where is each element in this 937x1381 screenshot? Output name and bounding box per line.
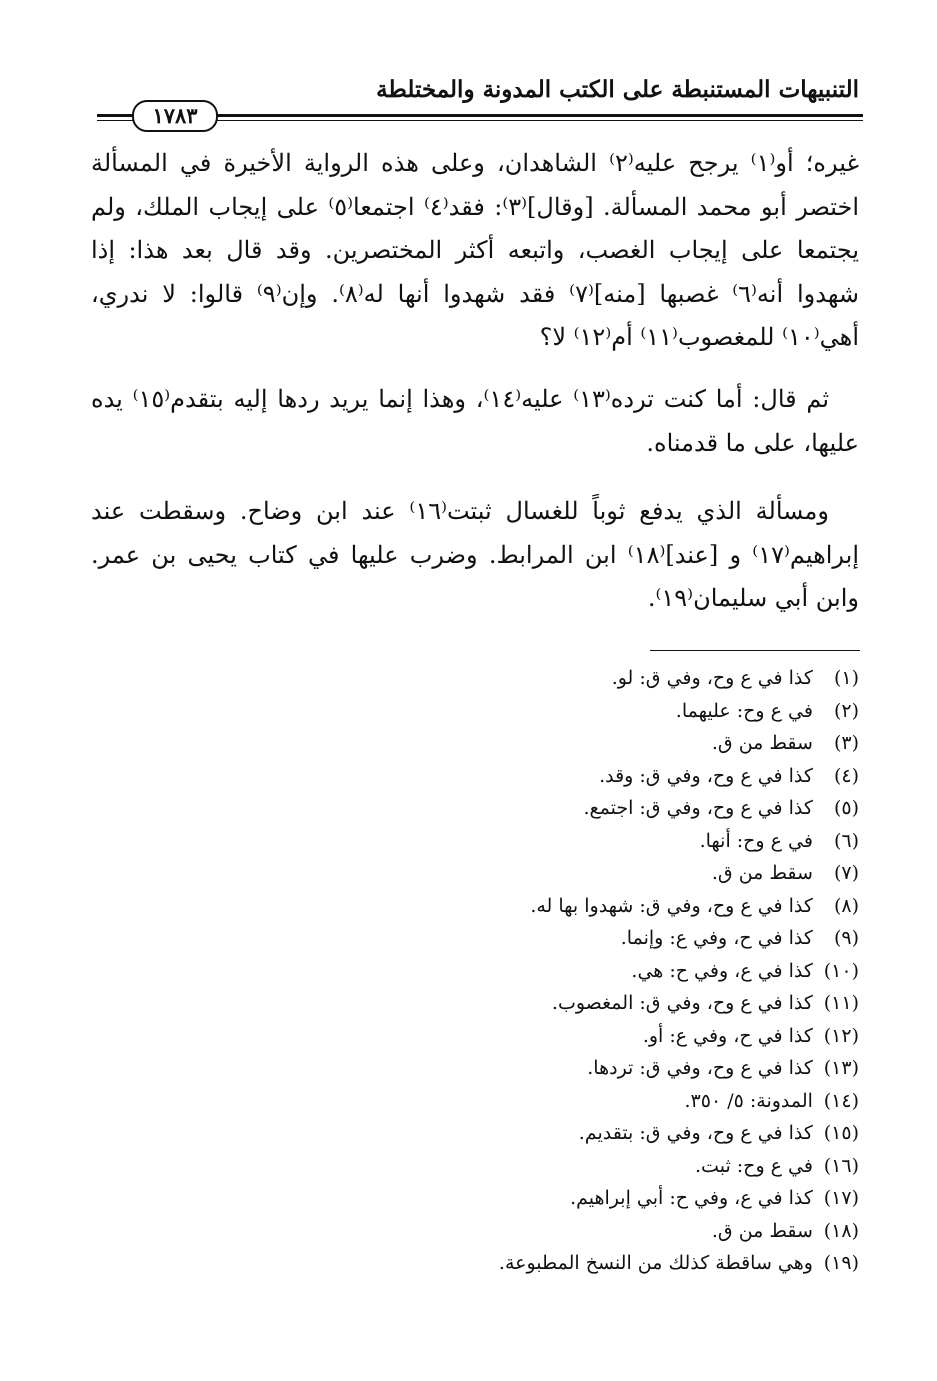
footnote-text: كذا في ع وح، وفي ق: المغصوب. (551, 992, 813, 1014)
footnote-number: (٥) (833, 797, 859, 819)
running-title: التنبيهات المستنبطة على الكتب المدونة والمختلطة (376, 76, 859, 103)
footnote-item (339, 1085, 859, 1118)
footnote-item (339, 1215, 859, 1248)
footnote-item (339, 760, 859, 793)
footnote-number: (١٠) (823, 959, 859, 982)
footnote-text: كذا في ع وح، وفي ق: بتقديم. (578, 1122, 813, 1144)
footnote-text: كذا في ع وح، وفي ق: شهدوا بها له. (530, 894, 813, 917)
footnote-item (339, 825, 859, 858)
footnote-item (339, 1182, 859, 1215)
footnote-item (339, 792, 859, 825)
footnote-text: كذا في ع وح، وفي ق: اجتمع. (583, 797, 813, 819)
page-number: ١٧٨٣ (132, 100, 218, 132)
footnote-number: (١٨) (823, 1219, 859, 1242)
footnote-item (339, 1020, 859, 1053)
footnote-item (339, 1117, 859, 1150)
footnote-number: (٢) (833, 699, 859, 722)
paragraph-text: ثم قال: أما كنت ترده⁽١٣⁾ عليه⁽١٤⁾، وهذا إنما يريد ردها إليه بتقدم⁽١٥⁾ يده عليها، على ما قدمناه. (91, 385, 859, 457)
body-paragraph-1 (91, 142, 859, 360)
footnote-number: (٧) (833, 862, 859, 884)
body-paragraph-2 (91, 378, 859, 465)
footnote-number: (١١) (823, 992, 859, 1014)
footnote-text: كذا في ع وح، وفي ق: لو. (611, 667, 813, 689)
footnote-text: كذا في ع وح، وفي ق: وقد. (599, 764, 813, 787)
paragraph-text: ومسألة الذي يدفع ثوباً للغسال ثبتت⁽١٦⁾ عند ابن وضاح. وسقطت عند إبراهيم⁽١٧⁾ و [عند]⁽١٨⁾ ابن المرابط. وضرب عليها في كتاب يحيى بن عمر. وابن أبي سليمان⁽١٩⁾. (91, 497, 860, 612)
footnote-text: المدونة: ٥/ ٣٥٠. (684, 1089, 813, 1112)
footnote-number: (١٧) (823, 1187, 859, 1209)
footnote-separator (650, 650, 860, 651)
footnote-item (339, 662, 859, 695)
footnote-text: سقط من ق. (711, 732, 813, 754)
footnote-item (339, 1150, 859, 1183)
footnotes-list (339, 662, 859, 1280)
footnote-number: (٣) (833, 732, 859, 754)
footnote-text: في ع وح: عليهما. (675, 699, 813, 722)
footnote-text: وهي ساقطة كذلك من النسخ المطبوعة. (498, 1252, 813, 1274)
footnote-text: كذا في ع، وفي ح: هي. (631, 959, 813, 982)
body-paragraph-3 (91, 490, 859, 621)
footnote-number: (١٤) (823, 1089, 859, 1112)
footnote-item (339, 922, 859, 955)
footnote-item (339, 857, 859, 890)
footnote-item (339, 987, 859, 1020)
footnote-text: سقط من ق. (711, 862, 813, 884)
footnote-number: (١٦) (823, 1154, 859, 1177)
footnote-item (339, 727, 859, 760)
footnote-item (339, 1247, 859, 1280)
footnote-text: كذا في ع، وفي ح: أبي إبراهيم. (570, 1187, 813, 1209)
footnote-text: كذا في ع وح، وفي ق: تردها. (587, 1057, 813, 1079)
footnote-number: (١٩) (823, 1252, 859, 1274)
footnote-item (339, 1052, 859, 1085)
footnote-number: (١٢) (823, 1024, 859, 1047)
paragraph-text: غيره؛ أو⁽١⁾ يرجح عليه⁽٢⁾ الشاهدان، وعلى هذه الرواية الأخيرة في المسألة اختصر أبو محمد المسألة. [وقال]⁽٣⁾: فقد⁽٤⁾ اجتمعا⁽٥⁾ على إيجاب الملك، ولم يجتمعا على إيجاب الغصب، واتبعه أكثر المختصرين. وقد قال بعد هذا: إذا شهدوا أنه⁽٦⁾ غصبها [منه]⁽٧⁾ فقد شهدوا أنها له⁽٨⁾. وإن⁽٩⁾ قالوا: لا ندري، أهي⁽١٠⁾ للمغصوب⁽١١⁾ أم⁽١٢⁾ لا؟ (91, 149, 860, 351)
footnote-text: في ع وح: ثبت. (695, 1154, 813, 1177)
footnote-number: (١٣) (823, 1057, 859, 1079)
footnote-item (339, 955, 859, 988)
footnote-item (339, 890, 859, 923)
footnote-number: (٤) (833, 764, 859, 787)
footnote-number: (١) (833, 667, 859, 689)
footnote-text: سقط من ق. (711, 1219, 813, 1242)
footnote-number: (١٥) (823, 1122, 859, 1144)
footnote-number: (٨) (833, 894, 859, 917)
footnote-number: (٩) (833, 927, 859, 949)
footnote-number: (٦) (833, 829, 859, 852)
footnote-text: في ع وح: أنها. (699, 829, 813, 852)
footnote-text: كذا في ح، وفي ع: وإنما. (620, 927, 813, 949)
footnote-text: كذا في ح، وفي ع: أو. (642, 1024, 813, 1047)
footnote-item (339, 695, 859, 728)
